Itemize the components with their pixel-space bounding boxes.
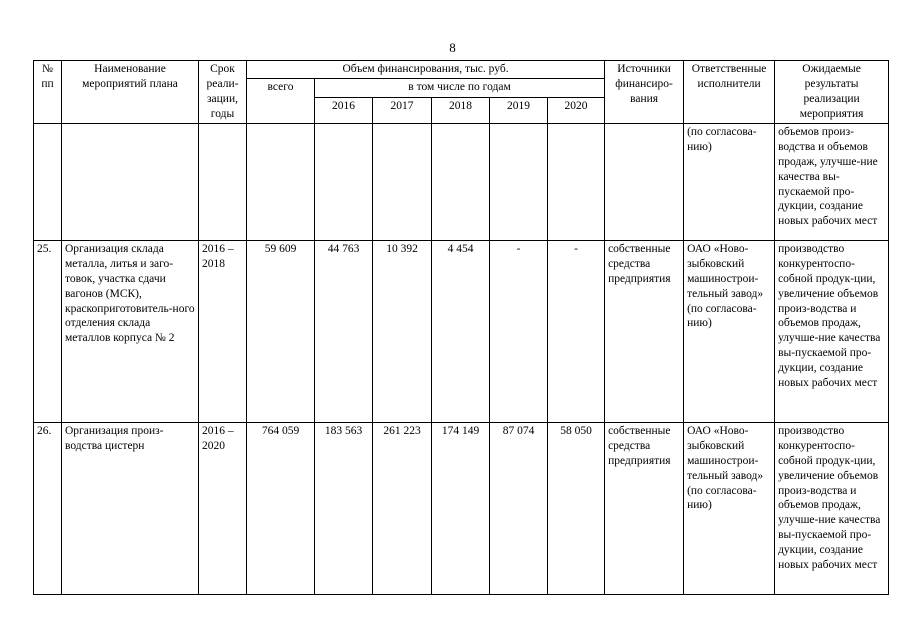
funding-year (373, 123, 432, 240)
funding-year (548, 123, 605, 240)
funding-year (315, 123, 373, 240)
funding-year: 10 392 (373, 240, 432, 422)
header-year: 2019 (490, 97, 548, 123)
responsible-executors: (по согласова-нию) (684, 123, 775, 240)
header-expected: Ожидаемые результаты реализации мероприятия (775, 61, 889, 124)
funding-total (247, 123, 315, 240)
header-year: 2016 (315, 97, 373, 123)
funding-source: собственные средства предприятия (605, 422, 684, 594)
plan-table (33, 60, 889, 595)
header-period: Срок реали-зации, годы (199, 61, 247, 124)
table-row (34, 240, 889, 422)
measure-name (62, 123, 199, 240)
funding-year: 4 454 (432, 240, 490, 422)
funding-year: - (548, 240, 605, 422)
measure-name: Организация склада металла, литья и заго-товок, участка сдачи вагонов (МСК), краскоприготовитель-ного отделения склада металлов корпуса № 2 (62, 240, 199, 422)
expected-results: производство конкурентоспо-собной продук-ции, увеличение объемов произ-водства и объемов продаж, улучше-ние качества вы-пускаемой про-дукции, создание новых рабочих мест (775, 240, 889, 422)
funding-year (432, 123, 490, 240)
funding-year: - (490, 240, 548, 422)
funding-year: 174 149 (432, 422, 490, 594)
header-year: 2020 (548, 97, 605, 123)
measure-name: Организация произ-водства цистерн (62, 422, 199, 594)
implementation-period: 2016 – 2020 (199, 422, 247, 594)
header-year: 2018 (432, 97, 490, 123)
page-number: 8 (449, 40, 456, 55)
funding-year: 261 223 (373, 422, 432, 594)
implementation-period (199, 123, 247, 240)
funding-total: 764 059 (247, 422, 315, 594)
funding-year: 183 563 (315, 422, 373, 594)
funding-total: 59 609 (247, 240, 315, 422)
funding-year: 44 763 (315, 240, 373, 422)
header-num: № пп (34, 61, 62, 124)
funding-year (490, 123, 548, 240)
expected-results: производство конкурентоспо-собной продук-ции, увеличение объемов произ-водства и объемов продаж, улучше-ние качества вы-пускаемой про-дукции, создание новых рабочих мест (775, 422, 889, 594)
row-number (34, 123, 62, 240)
header-by-years: в том числе по годам (315, 78, 605, 97)
header-total: всего (247, 78, 315, 123)
header-name: Наименование мероприятий плана (62, 61, 199, 124)
funding-source: собственные средства предприятия (605, 240, 684, 422)
funding-year: 87 074 (490, 422, 548, 594)
header-year: 2017 (373, 97, 432, 123)
row-number: 26. (34, 422, 62, 594)
funding-year: 58 050 (548, 422, 605, 594)
funding-source (605, 123, 684, 240)
row-number: 25. (34, 240, 62, 422)
table-row (34, 123, 889, 240)
table-row (34, 422, 889, 594)
expected-results: объемов произ-водства и объемов продаж, улучше-ние качества вы-пускаемой про-дукции, создание новых рабочих мест (775, 123, 889, 240)
responsible-executors: ОАО «Ново-зыбковский машинострои-тельный завод» (по согласова-нию) (684, 240, 775, 422)
responsible-executors: ОАО «Ново-зыбковский машинострои-тельный завод» (по согласова-нию) (684, 422, 775, 594)
header-funding-volume: Объем финансирования, тыс. руб. (247, 61, 605, 79)
header-responsible: Ответственные исполнители (684, 61, 775, 124)
header-sources: Источники финансиро-вания (605, 61, 684, 124)
implementation-period: 2016 – 2018 (199, 240, 247, 422)
